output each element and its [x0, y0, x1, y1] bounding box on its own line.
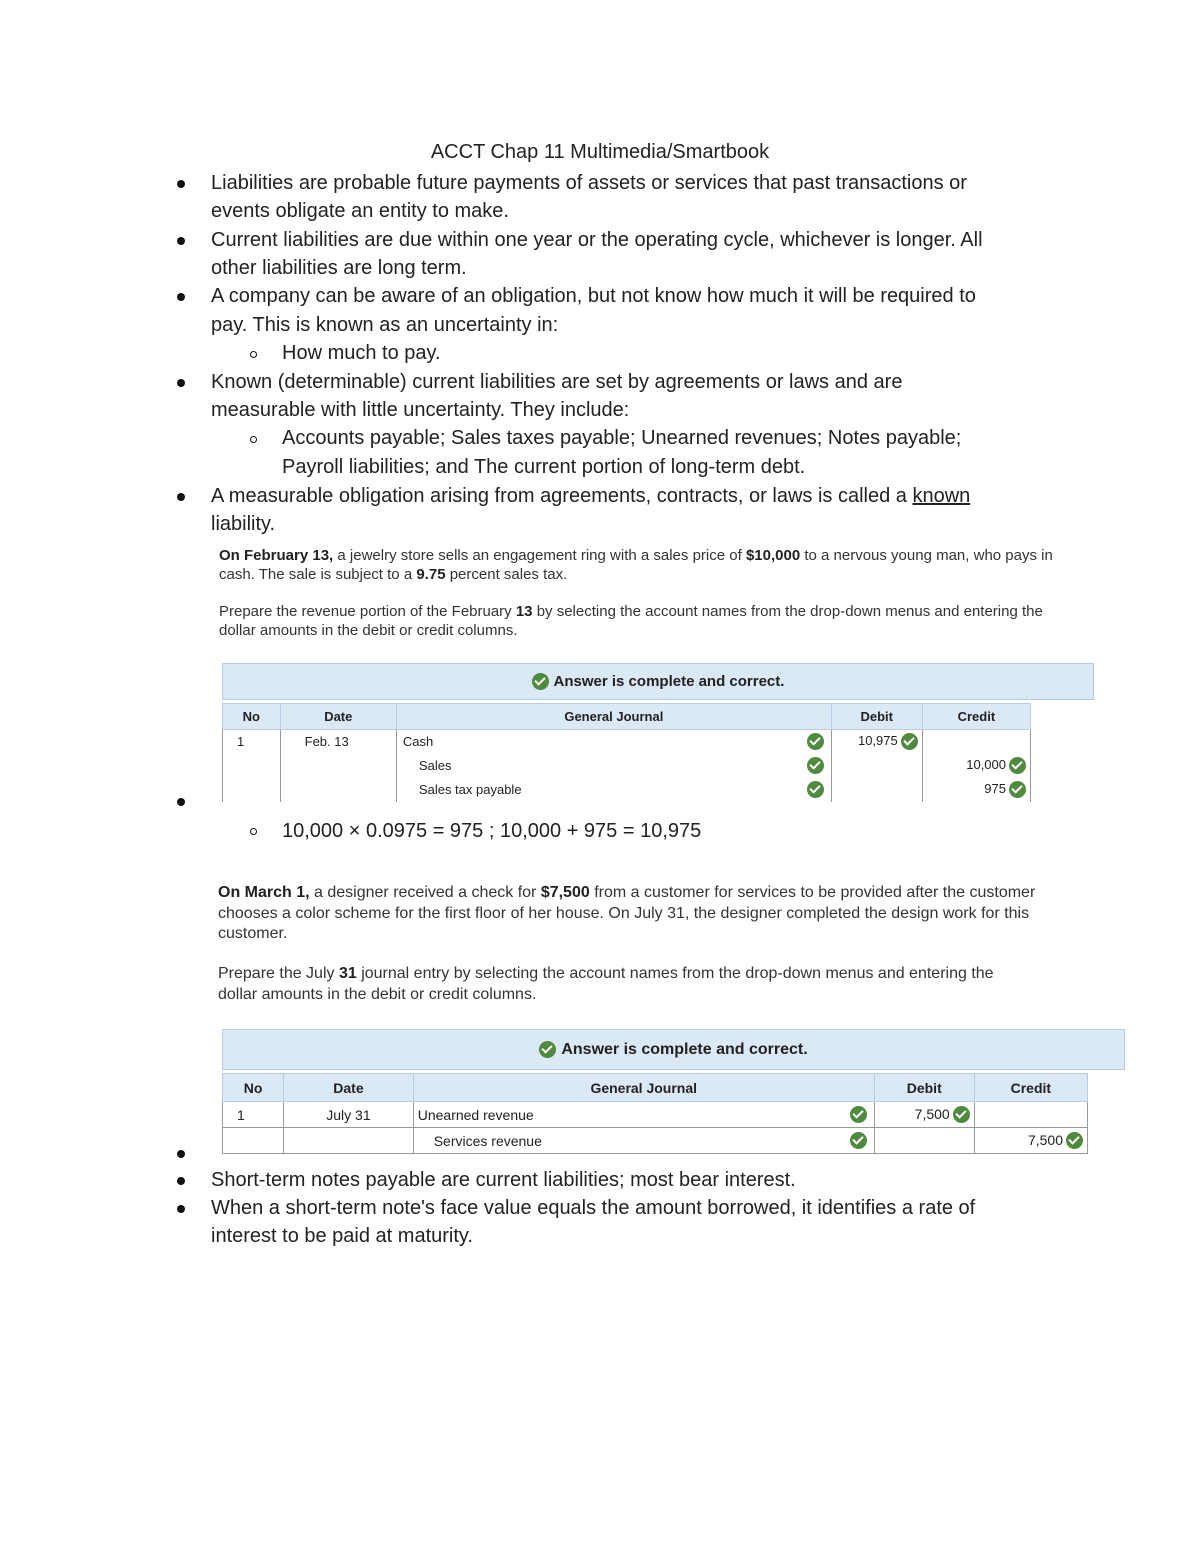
text: by selecting the account names from the drop-down menus and entering the — [532, 603, 1043, 620]
check-icon — [953, 1106, 970, 1123]
bold-text: 13 — [515, 603, 533, 620]
problem-instructions — [219, 602, 1043, 621]
text: from a customer for services to be provided after the customer — [589, 884, 1036, 901]
note-line: interest to be paid at maturity. — [211, 1225, 473, 1247]
cell-account: Sales — [418, 758, 452, 773]
debit-value: 7,500 — [914, 1105, 950, 1122]
check-icon — [1066, 1132, 1083, 1149]
col-header-credit: Credit — [974, 1074, 1087, 1102]
debit-value: 10,975 — [857, 733, 898, 749]
cell-check — [844, 1128, 875, 1154]
cell-debit — [874, 1102, 974, 1128]
problem-text: customer. — [218, 925, 288, 942]
check-icon — [807, 733, 824, 750]
col-header-date: Date — [284, 1074, 414, 1102]
bold-text: $10,000 — [745, 547, 801, 564]
bullet-marker — [177, 237, 185, 245]
note-line: How much to pay. — [282, 342, 441, 364]
problem-instructions: dollar amounts in the debit or credit columns. — [219, 622, 518, 639]
text: to a nervous young man, who pays in — [800, 547, 1053, 564]
check-icon — [807, 781, 824, 798]
table-row — [223, 730, 1031, 754]
cell-date — [280, 778, 396, 802]
cell-check — [844, 1102, 875, 1128]
journal-table — [222, 1073, 1088, 1154]
col-header-general-journal: General Journal — [413, 1074, 874, 1102]
text: Prepare the July — [218, 965, 339, 982]
note-line: other liabilities are long term. — [211, 257, 467, 279]
cell-credit — [974, 1102, 1087, 1128]
bold-text: 31 — [338, 965, 357, 982]
sub-bullet-marker — [250, 351, 257, 358]
cell-credit — [922, 778, 1030, 802]
bullet-marker — [177, 1150, 185, 1158]
text: cash. The sale is subject to a — [219, 566, 417, 583]
note-line: When a short-term note's face value equals the amount borrowed, it identifies a rate of — [211, 1197, 976, 1219]
bullet-marker — [177, 379, 185, 387]
bullet-marker — [177, 493, 185, 501]
col-header-no: No — [223, 1074, 284, 1102]
check-icon — [901, 733, 918, 750]
bold-text: On March 1, — [218, 884, 310, 901]
cell-account: Sales tax payable — [418, 782, 522, 797]
cell-account: Services revenue — [413, 1128, 843, 1154]
bullet-marker — [177, 180, 185, 188]
cell-date: July 31 — [284, 1102, 414, 1128]
credit-value: 975 — [984, 780, 1006, 796]
problem-instructions: dollar amounts in the debit or credit columns. — [218, 986, 537, 1003]
text: a designer received a check for — [309, 884, 541, 901]
note-line: Short-term notes payable are current liabilities; most bear interest. — [211, 1169, 796, 1191]
cell-no: 1 — [223, 1102, 284, 1128]
check-icon — [532, 673, 549, 690]
note-line: liability. — [211, 513, 276, 535]
cell-no: 1 — [223, 730, 281, 754]
note-line: events obligate an entity to make. — [211, 200, 509, 222]
check-icon — [850, 1132, 867, 1149]
cell-check — [801, 730, 831, 754]
text: journal entry by selecting the account names from the drop-down menus and entering the — [356, 965, 994, 982]
text: Prepare the revenue portion of the February — [219, 603, 516, 620]
cell-check — [801, 778, 831, 802]
problem-instructions — [218, 964, 994, 984]
bullet-marker — [177, 1177, 185, 1185]
bold-text: On February 13, — [219, 547, 334, 564]
answer-status: Answer is complete and correct. — [561, 1040, 808, 1058]
col-header-debit: Debit — [874, 1074, 974, 1102]
check-icon — [850, 1106, 867, 1123]
cell-credit — [922, 754, 1030, 778]
sub-bullet-marker — [250, 436, 257, 443]
table-row — [223, 1102, 1088, 1128]
bold-text: 9.75 — [416, 566, 446, 583]
check-icon — [539, 1041, 556, 1058]
answer-status: Answer is complete and correct. — [553, 673, 785, 690]
cell-account: Unearned revenue — [413, 1102, 843, 1128]
cell-check — [801, 754, 831, 778]
bullet-marker — [177, 1205, 185, 1213]
note-line: Liabilities are probable future payments of assets or services that past transactions or — [211, 172, 967, 194]
credit-value: 7,500 — [1027, 1131, 1063, 1148]
bullet-marker — [177, 798, 185, 806]
check-icon — [1009, 757, 1026, 774]
bullet-marker — [177, 293, 185, 301]
note-line: Known (determinable) current liabilities are set by agreements or laws and are — [211, 371, 903, 393]
col-header-debit: Debit — [831, 704, 922, 730]
text: percent sales tax. — [445, 566, 568, 583]
col-header-credit: Credit — [922, 704, 1030, 730]
cell-no — [223, 778, 281, 802]
answer-banner — [222, 1029, 1125, 1070]
note-text: A measurable obligation arising from agreements, contracts, or laws is called a — [211, 485, 913, 507]
cell-debit — [831, 730, 922, 754]
note-line: Accounts payable; Sales taxes payable; Unearned revenues; Notes payable; — [282, 427, 962, 449]
problem-text — [219, 546, 1053, 565]
col-header-date: Date — [280, 704, 396, 730]
credit-value: 10,000 — [966, 756, 1006, 772]
table-row — [223, 754, 1031, 778]
journal-table — [222, 703, 1031, 802]
cell-debit — [831, 754, 922, 778]
bold-text: $7,500 — [540, 884, 590, 901]
note-line: Current liabilities are due within one year or the operating cycle, whichever is longer. All — [211, 229, 983, 251]
col-header-general-journal: General Journal — [396, 704, 831, 730]
cell-debit — [831, 778, 922, 802]
col-header-no: No — [223, 704, 281, 730]
note-line: A company can be aware of an obligation, but not know how much it will be required to — [211, 285, 976, 307]
answer-banner — [222, 663, 1094, 700]
note-line: pay. This is known as an uncertainty in: — [211, 314, 559, 336]
cell-credit — [974, 1128, 1087, 1154]
cell-date — [280, 754, 396, 778]
sub-bullet-marker — [250, 828, 257, 835]
table-row — [223, 778, 1031, 802]
underlined-term: known — [912, 485, 971, 507]
problem-text — [218, 883, 1035, 903]
check-icon — [807, 757, 824, 774]
cell-date: Feb. 13 — [280, 730, 396, 754]
table-row — [223, 1128, 1088, 1154]
cell-date — [284, 1128, 414, 1154]
cell-debit — [874, 1128, 974, 1154]
problem-text — [219, 565, 567, 584]
cell-account: Cash — [402, 734, 434, 750]
text: a jewelry store sells an engagement ring with a sales price of — [333, 547, 746, 564]
calculation-line: 10,000 × 0.0975 = 975 ; 10,000 + 975 = 10,975 — [282, 820, 702, 842]
cell-no — [223, 1128, 284, 1154]
page-title: ACCT Chap 11 Multimedia/Smartbook — [430, 141, 770, 163]
cell-credit — [922, 730, 1030, 754]
check-icon — [1009, 781, 1026, 798]
note-line: measurable with little uncertainty. They include: — [211, 399, 630, 421]
note-line: Payroll liabilities; and The current portion of long-term debt. — [282, 456, 806, 478]
cell-no — [223, 754, 281, 778]
note-line — [211, 482, 970, 510]
problem-text: chooses a color scheme for the first floor of her house. On July 31, the designer completed the design work for this — [218, 905, 1030, 922]
